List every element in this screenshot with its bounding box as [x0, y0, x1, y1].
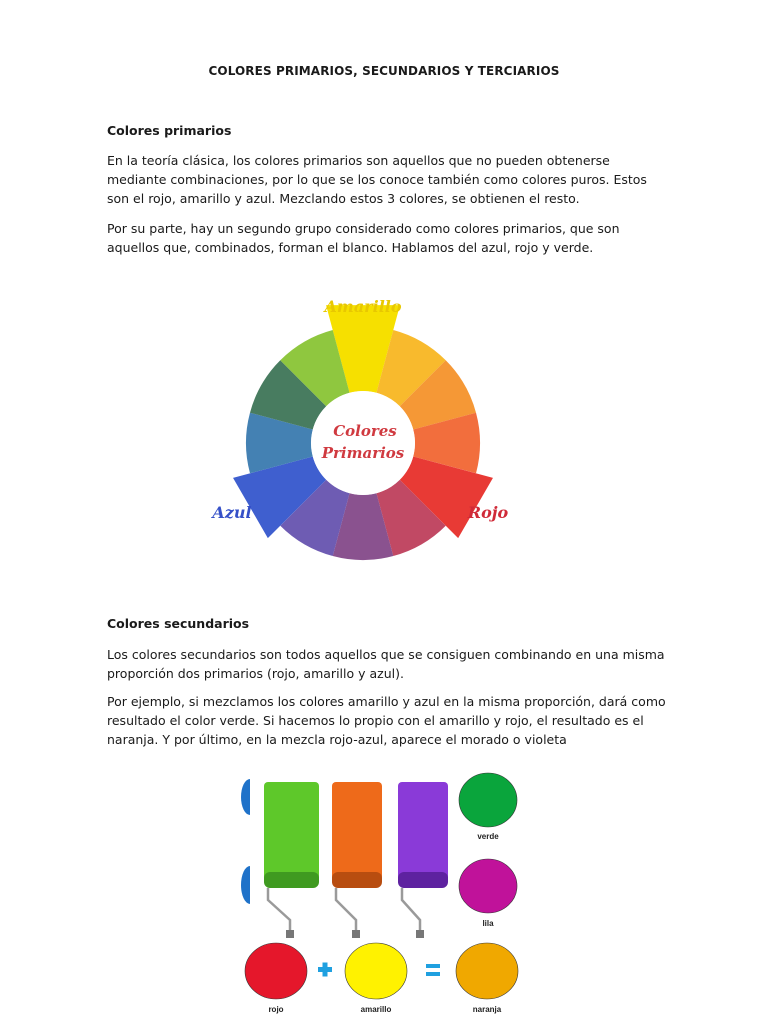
wheel-center-text-1: Colores: [333, 422, 397, 440]
amarillo-label: amarillo: [360, 1005, 392, 1014]
paragraph-primarios-2: Por su parte, hay un segundo grupo considerado como colores primarios, que son aquellos que, combinados, forman el blanco. Hablamos del azul, rojo y verde.: [107, 221, 620, 255]
color-wheel-figure: [210, 290, 510, 570]
rojo-circle: [245, 943, 307, 999]
color-mixing-svg: [240, 770, 530, 1024]
wheel-center-hole: [311, 391, 415, 495]
edge-blue-swatch-2: [241, 866, 250, 904]
wheel-label-rojo: Rojo: [467, 503, 509, 522]
rojo-label: rojo: [268, 1005, 284, 1014]
section-heading-primarios: Colores primarios: [107, 123, 232, 138]
equals-icon: [426, 964, 440, 976]
section-heading-secundarios: Colores secundarios: [107, 616, 250, 631]
wheel-label-azul: Azul: [212, 503, 252, 522]
lila-circle: [459, 859, 517, 913]
paragraph-secundarios-2: Por ejemplo, si mezclamos los colores amarillo y azul en la misma proporción, dará como resultado el color verde. Si hacemos lo propio con el amarillo y rojo, el resultado es el naranja. Y por último, en la mezcla rojo-azul, aparece el morado o violeta: [107, 694, 666, 747]
paragraph-secundarios-1: Los colores secundarios son todos aquellos que se consiguen combinando en una misma proporción dos primarios (rojo, amarillo y azul).: [107, 647, 665, 681]
paragraph-primarios-1: En la teoría clásica, los colores primarios son aquellos que no pueden obtenerse mediante combinaciones, por lo que se los conoce también como colores puros. Estos son el rojo, amarillo y azul. Mezclando estos 3 colores, se obtienen el resto.: [107, 153, 647, 206]
plus-icon: [318, 963, 332, 977]
document-title: COLORES PRIMARIOS, SECUNDARIOS Y TERCIARIOS: [208, 64, 560, 78]
color-mixing-figure: [240, 770, 530, 1024]
orange-paint-roller: [332, 782, 382, 938]
verde-label: verde: [477, 832, 499, 841]
wheel-center-text-2: Primarios: [321, 444, 405, 462]
purple-paint-roller: [398, 782, 448, 938]
naranja-label: naranja: [472, 1005, 502, 1014]
verde-circle: [459, 773, 517, 827]
amarillo-circle: [345, 943, 407, 999]
edge-blue-swatch-1: [241, 779, 250, 815]
color-wheel-svg: [210, 290, 510, 570]
naranja-circle: [456, 943, 518, 999]
green-paint-roller: [264, 782, 319, 938]
lila-label: lila: [482, 919, 494, 928]
wheel-label-amarillo: Amarillo: [324, 297, 402, 316]
